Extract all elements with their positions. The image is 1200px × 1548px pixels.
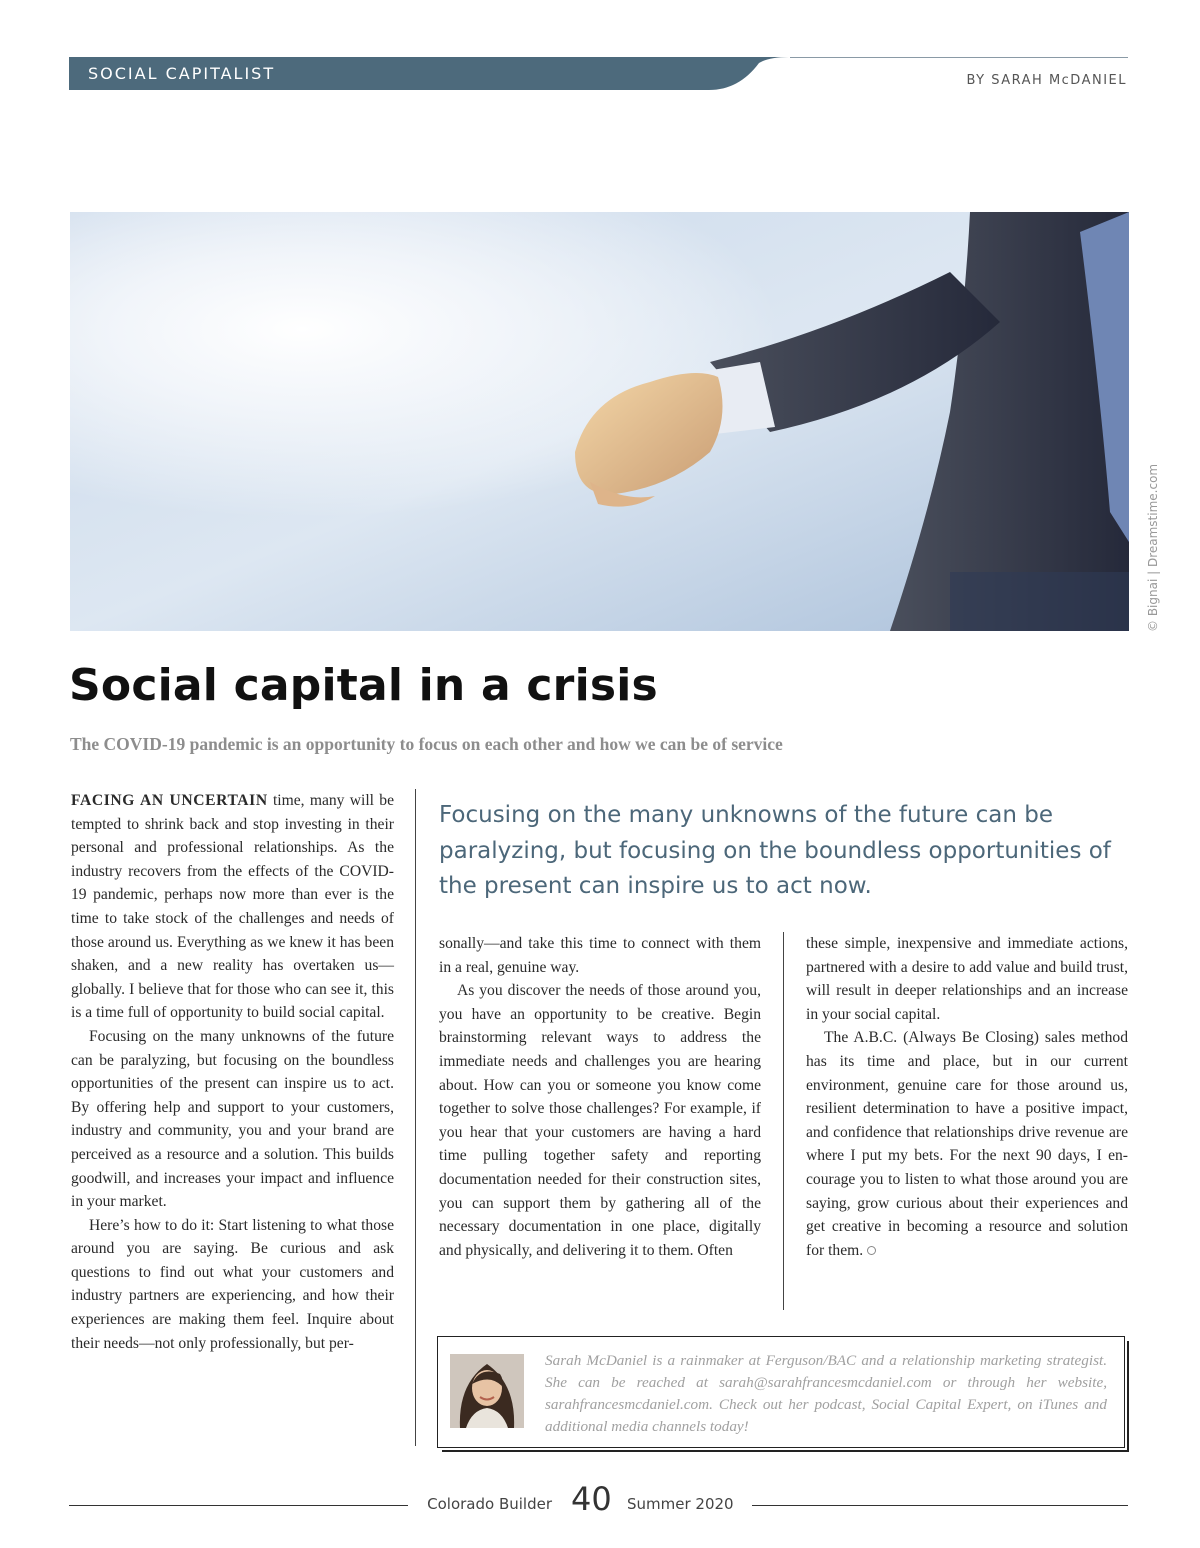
pull-quote: Focusing on the many unknowns of the future can be paralyzing, but focusing on the boundless opportunities of the present can inspire us to act now.: [439, 802, 1111, 899]
photo-credit: © Bignai | Dreamstime.com: [1146, 463, 1160, 632]
end-mark-icon: [867, 1246, 876, 1255]
footer-issue: Summer 2020: [627, 1495, 734, 1513]
paragraph: As you discover the needs of those around you, you have an opportunity to be creative. Begin brainstorming relevant ways to address the immediate needs and challenges you are hearing about. How can you or someone you know come together to solve those challenges? For example, if you hear that your customers are having a hard time pulling together safety and reporting documentation needed for their construction sites, you can support them by gathering all of the necessary documentation in one place, digitally and physically, and delivering it to them. Often: [439, 982, 761, 1259]
headline: Social capital in a crisis: [69, 660, 658, 711]
paragraph: Focusing on the many unknowns of the future can be paralyzing, but focusing on the boundless opportunities of the present can inspire us to act. By offering help and support to your customers, industry and community, you and your brand are perceived as a resource and a solution. This builds goodwill, and increases your impact and influence in your market.: [71, 1027, 394, 1211]
author-avatar: [450, 1354, 524, 1428]
author-bio: Sarah McDaniel is a rainmaker at Ferguson/BAC and a relationship marketing strategist. She can be reached at sarah@sarahfrancesmcdaniel.com or through her website, sarahfrancesmcdaniel.com. Check out her podcast, Social Capital Expert, on iTunes and additional media channels today!: [545, 1352, 1107, 1435]
paragraph-text: The A.B.C. (Always Be Closing) sales method has its time and place, but in our current environment, genuine care for those around us, resilient determination to have a positive impact, and confidence that relationships drive revenue are where I put my bets. For the next 90 days, I encourage you to listen to what those around you are saying, grow curious about their experiences and get creative in becoming a resource and solution for them.: [806, 1029, 1128, 1259]
header-rule: [790, 57, 1128, 58]
author-bio-box: [437, 1336, 1125, 1448]
page-number: 40: [571, 1480, 612, 1518]
paragraph: [71, 789, 394, 1025]
article-column-2: [439, 932, 761, 1262]
lead-in: FACING AN UNCERTAIN: [71, 792, 268, 809]
deck: The COVID-19 pandemic is an opportunity to focus on each other and how we can be of service: [70, 734, 783, 754]
footer-rule-right: [752, 1505, 1128, 1506]
paragraph: these simple, inexpensive and immediate actions, partnered with a desire to add value and build trust, will result in deeper relationships and an increase in your social capital.: [806, 935, 1128, 1023]
hero-image: [70, 212, 1129, 631]
column-divider: [415, 789, 416, 1446]
footer-rule-left: [69, 1505, 408, 1506]
byline: BY SARAH McDANIEL: [966, 73, 1127, 88]
section-label: SOCIAL CAPITALIST: [88, 64, 276, 83]
paragraph-text: time, many will be tempted to shrink back and stop investing in their personal and professional relationships. As the industry recovers from the effects of the COVID-19 pandemic, perhaps now more than ever is the time to take stock of the challenges and needs of those around us. Everything as we knew it has been shaken, and a new reality has overtaken us—globally. I believe that for those who can see it, this is a time full of opportunity to build social capital.: [71, 792, 394, 1022]
column-divider: [783, 932, 784, 1310]
footer-magazine: Colorado Builder: [427, 1495, 552, 1513]
article-column-1: [71, 789, 394, 1355]
article-column-3: [806, 932, 1128, 1262]
paragraph: sonally—and take this time to connect with them in a real, genuine way.: [439, 935, 761, 976]
paragraph: Here’s how to do it: Start listening to what those around you are saying. Be curious and ask questions to find out what your customers and industry partners are experiencing, and how their experiences are making them feel. Inquire about their needs—not only professionally, but per-: [71, 1216, 394, 1352]
paragraph: [806, 1026, 1128, 1262]
